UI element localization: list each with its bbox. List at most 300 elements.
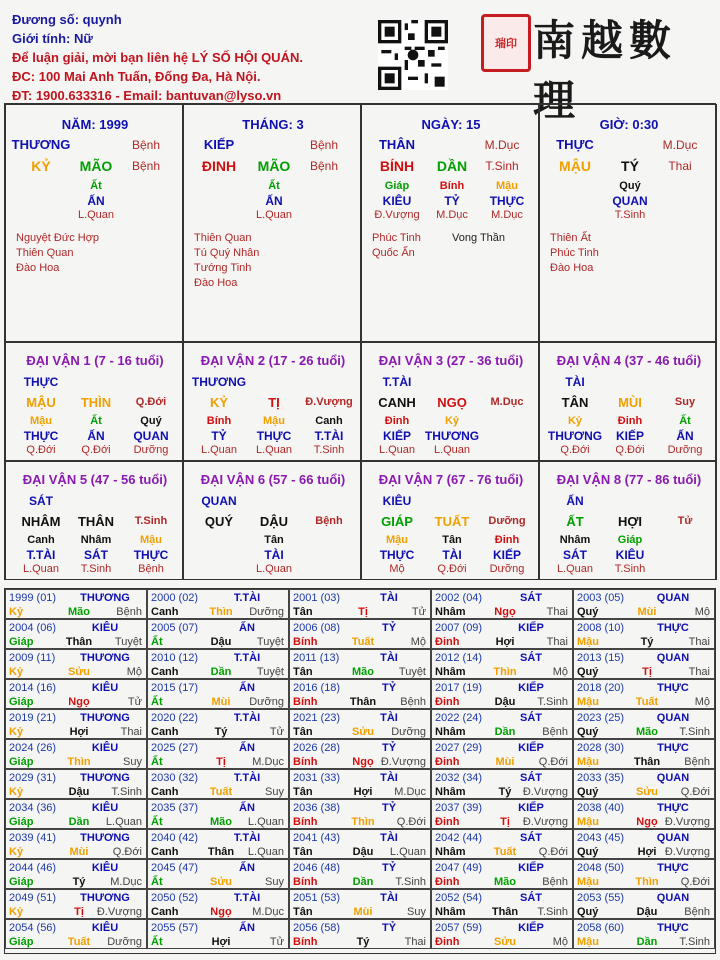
year-cell[interactable]	[5, 709, 147, 739]
year-ts: Q.Đới	[680, 786, 710, 798]
year-cell[interactable]	[147, 709, 289, 739]
year-stem: Ất	[151, 756, 163, 768]
year-ts: Q.Đới	[538, 846, 568, 858]
hidden-ts: Q.Đới	[437, 563, 467, 575]
year-stem: Mậu	[577, 756, 599, 768]
year-cell[interactable]	[289, 919, 431, 949]
year-branch: Ngọ	[494, 606, 516, 618]
hidden-star: KIẾP	[382, 429, 411, 443]
dai-van-stem: TÂN	[561, 395, 589, 410]
year-cell[interactable]	[147, 649, 289, 679]
year-cell[interactable]	[5, 769, 147, 799]
special-star: Phúc Tinh	[372, 232, 421, 244]
year-label: 2001 (03)	[293, 592, 341, 604]
year-ts: Q.Đới	[112, 846, 142, 858]
dai-van-stem: NHÂM	[21, 514, 61, 529]
hidden-ts: T.Sinh	[313, 444, 345, 456]
year-label: 2003 (05)	[577, 592, 625, 604]
year-label: 2044 (46)	[9, 862, 57, 874]
hidden-star: KIẾP	[615, 429, 644, 443]
pillar-branch-ts: Thai	[668, 159, 692, 173]
year-label: 2016 (18)	[293, 682, 341, 694]
year-label: 2008 (10)	[577, 622, 625, 634]
year-ts: Đ.Vượng	[522, 786, 568, 798]
pillar-star-ts: M.Dục	[484, 138, 520, 152]
year-star: QUAN	[656, 772, 690, 784]
special-star: Thiên Quan	[16, 247, 74, 259]
year-ts: Dưỡng	[391, 726, 426, 738]
hidden-star: KIÊU	[615, 548, 645, 562]
hidden-stem: Mậu	[140, 534, 162, 546]
year-branch: Sửu	[351, 726, 375, 738]
year-cell[interactable]	[573, 589, 715, 619]
hidden-star: SÁT	[563, 548, 587, 562]
year-branch: Thìn	[67, 756, 91, 768]
year-stem: Đinh	[435, 936, 460, 948]
year-cell[interactable]	[431, 919, 573, 949]
year-stem: Canh	[151, 846, 179, 858]
year-star: KIẾP	[518, 862, 544, 874]
year-branch: Dần	[68, 816, 90, 828]
year-ts: Thai	[120, 726, 142, 738]
year-ts: Suy	[123, 756, 142, 768]
year-cell[interactable]	[5, 739, 147, 769]
year-star: ẤN	[239, 682, 255, 694]
year-star: KIÊU	[91, 742, 119, 754]
year-label: 2024 (26)	[9, 742, 57, 754]
hidden-ts: Q.Đới	[81, 444, 111, 456]
year-cell[interactable]	[431, 799, 573, 829]
dai-van-branch: NGỌ	[437, 395, 467, 410]
year-stem: Nhâm	[435, 846, 466, 858]
dai-van-cell[interactable]	[361, 342, 539, 461]
year-label: 2030 (32)	[151, 772, 199, 784]
year-ts: Dưỡng	[249, 606, 284, 618]
year-stem: Quý	[577, 846, 599, 858]
hidden-ts: Mộ	[389, 563, 405, 575]
year-branch: Hợi	[353, 786, 373, 798]
year-cell[interactable]	[289, 769, 431, 799]
year-label: 2020 (22)	[151, 712, 199, 724]
dai-van-branch: THÂN	[77, 514, 115, 529]
year-cell[interactable]	[573, 679, 715, 709]
year-branch: Sửu	[493, 936, 517, 948]
hidden-stem: Đinh	[494, 534, 520, 546]
year-cell[interactable]	[431, 649, 573, 679]
year-cell[interactable]	[573, 739, 715, 769]
year-stem: Mậu	[577, 936, 599, 948]
pillar-title: THÁNG: 3	[242, 117, 304, 132]
year-branch: Thân	[349, 696, 377, 708]
year-cell[interactable]	[431, 859, 573, 889]
year-cell[interactable]	[147, 769, 289, 799]
hidden-ts: Q.Đới	[560, 444, 590, 456]
year-cell[interactable]	[289, 589, 431, 619]
year-cell[interactable]	[289, 649, 431, 679]
year-ts: Thai	[688, 636, 710, 648]
dai-van-cell[interactable]	[183, 461, 361, 580]
year-star: KIÊU	[91, 622, 119, 634]
year-ts: Dưỡng	[249, 696, 284, 708]
year-cell[interactable]	[289, 739, 431, 769]
dai-van-star: QUAN	[201, 494, 237, 508]
year-branch: Thìn	[209, 606, 233, 618]
hidden-star: THƯƠNG	[424, 429, 480, 443]
year-cell[interactable]	[573, 889, 715, 919]
pillar-branch: DẦN	[436, 158, 468, 174]
year-cell[interactable]	[431, 709, 573, 739]
hidden-ts: Dưỡng	[133, 444, 169, 456]
dai-van-branch: HỢI	[617, 514, 643, 529]
dai-van-cell[interactable]	[5, 342, 183, 461]
hidden-ts: T.Sinh	[614, 563, 646, 575]
year-label: 2027 (29)	[435, 742, 483, 754]
dai-van-branch-ts: Dưỡng	[488, 515, 526, 527]
dai-van-star: ẤN	[566, 494, 584, 508]
year-label: 2012 (14)	[435, 652, 483, 664]
pillar-stem: KỶ	[31, 158, 51, 174]
year-cell[interactable]	[573, 709, 715, 739]
hidden-stem: Kỷ	[567, 415, 583, 427]
year-stem: Mậu	[577, 696, 599, 708]
dai-van-branch-ts: T.Sinh	[134, 515, 168, 527]
hidden-star: THỰC	[133, 548, 169, 562]
year-branch: Thân	[633, 756, 661, 768]
year-stem: Tân	[293, 606, 313, 618]
year-label: 2037 (39)	[435, 802, 483, 814]
year-cell[interactable]	[573, 649, 715, 679]
hidden-star: THỰC	[23, 429, 59, 443]
year-cell[interactable]	[147, 619, 289, 649]
year-branch: Tý	[640, 636, 654, 648]
year-ts: Mộ	[552, 666, 568, 678]
year-cell[interactable]	[431, 739, 573, 769]
year-stem: Tân	[293, 726, 313, 738]
year-label: 2025 (27)	[151, 742, 199, 754]
year-cell[interactable]	[289, 859, 431, 889]
hidden-star: QUAN	[133, 429, 169, 443]
year-cell[interactable]	[431, 589, 573, 619]
year-star: SÁT	[520, 832, 542, 844]
hidden-stem: Ất	[679, 415, 691, 427]
year-ts: Suy	[407, 906, 426, 918]
pillar-star: THỰC	[556, 137, 594, 152]
year-cell[interactable]	[289, 709, 431, 739]
year-ts: M.Dục	[252, 906, 284, 918]
year-cell[interactable]	[431, 679, 573, 709]
hidden-stem: Nhâm	[80, 534, 112, 546]
hidden-ts: Q.Đới	[26, 444, 56, 456]
hidden-stem: Ất	[268, 180, 280, 192]
year-cell[interactable]	[289, 829, 431, 859]
year-cell[interactable]	[5, 619, 147, 649]
year-cell[interactable]	[431, 769, 573, 799]
hidden-ts: Dưỡng	[667, 444, 703, 456]
year-stem: Tân	[293, 846, 313, 858]
year-cell[interactable]	[147, 739, 289, 769]
year-stem: Nhâm	[435, 786, 466, 798]
dai-van-star: TÀI	[565, 375, 585, 389]
special-star: Tú Quý Nhân	[194, 247, 260, 259]
year-cell[interactable]	[147, 889, 289, 919]
year-star: THƯƠNG	[80, 652, 130, 664]
year-label: 2036 (38)	[293, 802, 341, 814]
year-cell[interactable]	[289, 619, 431, 649]
year-cell[interactable]	[573, 919, 715, 949]
year-cell[interactable]	[147, 589, 289, 619]
pillar-branch-ts: Bệnh	[131, 159, 161, 173]
qr-code[interactable]	[378, 20, 448, 90]
hidden-star: ẤN	[87, 429, 105, 443]
year-stem: Nhâm	[435, 906, 466, 918]
year-stem: Đinh	[435, 636, 460, 648]
year-cell[interactable]	[147, 799, 289, 829]
year-star: KIÊU	[91, 802, 119, 814]
year-cell[interactable]	[573, 799, 715, 829]
year-branch: Mùi	[211, 696, 231, 708]
year-label: 2055 (57)	[151, 922, 199, 934]
brand-logo: 南越數理	[533, 16, 678, 125]
year-stem: Canh	[151, 786, 179, 798]
dai-van-stem: MẬU	[26, 395, 56, 410]
year-label: 2000 (02)	[151, 592, 199, 604]
pillar-star-ts: Bệnh	[131, 138, 161, 152]
dai-van-branch-ts: Suy	[674, 396, 696, 408]
year-label: 1999 (01)	[9, 592, 57, 604]
year-label: 2048 (50)	[577, 862, 625, 874]
dai-van-cell[interactable]	[5, 461, 183, 580]
year-star: SÁT	[520, 712, 542, 724]
year-cell[interactable]	[5, 589, 147, 619]
year-branch: Sửu	[635, 786, 659, 798]
year-stem: Nhâm	[435, 666, 466, 678]
year-star: TỶ	[381, 802, 397, 814]
hidden-star: TỶ	[444, 194, 460, 208]
year-ts: Mộ	[126, 666, 142, 678]
hidden-stem: Giáp	[384, 180, 410, 192]
hidden-stem: Tân	[442, 534, 462, 546]
dai-van-branch: MÙI	[618, 395, 642, 410]
year-cell[interactable]	[289, 679, 431, 709]
year-star: ẤN	[239, 622, 255, 634]
year-cell[interactable]	[147, 679, 289, 709]
year-ts: L.Quan	[105, 816, 142, 828]
year-branch: Tị	[642, 666, 652, 678]
year-stem: Ất	[151, 936, 163, 948]
year-stem: Bính	[293, 756, 318, 768]
dai-van-branch-ts: Tử	[677, 515, 693, 527]
year-cell[interactable]	[5, 859, 147, 889]
year-ts: Suy	[265, 876, 284, 888]
dai-van-title: ĐẠI VẬN 5 (47 - 56 tuổi)	[22, 472, 168, 487]
year-star: T.TÀI	[233, 712, 261, 724]
year-branch: Tuất	[635, 696, 659, 708]
year-branch: Tuất	[351, 636, 375, 648]
year-label: 2047 (49)	[435, 862, 483, 874]
dai-van-branch-ts: Đ.Vượng	[305, 396, 353, 408]
dai-van-branch: DẬU	[259, 514, 289, 529]
year-ts: Mộ	[694, 696, 710, 708]
year-stem: Bính	[293, 936, 318, 948]
year-stem: Tân	[293, 786, 313, 798]
year-star: T.TÀI	[233, 772, 261, 784]
hidden-stem: Canh	[27, 534, 55, 546]
special-star: Quốc Ấn	[372, 247, 415, 259]
hidden-star: ẤN	[87, 194, 105, 208]
year-branch: Tuất	[67, 936, 91, 948]
year-branch: Thân	[65, 636, 93, 648]
year-star: THƯƠNG	[80, 892, 130, 904]
year-star: TÀI	[380, 652, 398, 664]
hidden-star: THỰC	[379, 548, 415, 562]
year-branch: Thìn	[635, 876, 659, 888]
year-stem: Quý	[577, 786, 599, 798]
year-label: 2057 (59)	[435, 922, 483, 934]
pillar-title: GIỜ: 0:30	[599, 117, 659, 132]
year-ts: Thai	[688, 666, 710, 678]
year-branch: Mão	[352, 666, 374, 678]
dai-van-cell[interactable]	[361, 461, 539, 580]
year-ts: Bệnh	[542, 726, 568, 738]
year-label: 2046 (48)	[293, 862, 341, 874]
year-label: 2028 (30)	[577, 742, 625, 754]
dai-van-cell[interactable]	[539, 461, 717, 580]
year-branch: Dần	[352, 876, 374, 888]
dai-van-cell[interactable]	[539, 342, 717, 461]
year-label: 2053 (55)	[577, 892, 625, 904]
year-star: THỰC	[657, 802, 689, 814]
year-cell[interactable]	[5, 889, 147, 919]
year-label: 2040 (42)	[151, 832, 199, 844]
dai-van-branch-ts: Q.Đới	[135, 396, 167, 408]
year-branch: Mùi	[353, 906, 373, 918]
year-star: QUAN	[656, 712, 690, 724]
year-label: 2042 (44)	[435, 832, 483, 844]
year-cell[interactable]	[5, 799, 147, 829]
special-star: Tướng Tinh	[194, 262, 252, 274]
year-cell[interactable]	[431, 619, 573, 649]
hidden-star: T.TÀI	[26, 548, 56, 562]
hidden-star: TỶ	[211, 429, 227, 443]
year-branch: Dậu	[352, 846, 374, 858]
year-ts: Tử	[127, 696, 142, 708]
hidden-ts: L.Quan	[255, 563, 293, 575]
dai-van-branch-ts: M.Dục	[490, 396, 524, 408]
year-ts: Bệnh	[542, 876, 568, 888]
year-ts: L.Quan	[247, 846, 284, 858]
hidden-ts: Q.Đới	[615, 444, 645, 456]
year-star: KIẾP	[518, 922, 544, 934]
year-branch: Ngọ	[68, 696, 90, 708]
dai-van-title: ĐẠI VẬN 2 (17 - 26 tuổi)	[200, 353, 346, 368]
year-branch: Ngọ	[210, 906, 232, 918]
year-star: THỰC	[657, 922, 689, 934]
seal-text: 瑞印	[495, 37, 517, 50]
year-branch: Hợi	[495, 636, 515, 648]
year-stem: Ất	[151, 696, 163, 708]
dai-van-branch: TUẤT	[434, 514, 470, 529]
year-cell[interactable]	[5, 919, 147, 949]
year-label: 2011 (13)	[293, 652, 340, 664]
year-cell[interactable]	[573, 829, 715, 859]
year-cell[interactable]	[147, 859, 289, 889]
year-cell[interactable]	[573, 769, 715, 799]
year-ts: Suy	[265, 786, 284, 798]
gender: Giới tính: Nữ	[12, 31, 93, 46]
year-ts: Bệnh	[684, 756, 710, 768]
year-label: 2038 (40)	[577, 802, 625, 814]
dai-van-stem: KỶ	[209, 395, 229, 410]
year-cell[interactable]	[5, 829, 147, 859]
dai-van-cell[interactable]	[183, 342, 361, 461]
pillar-stem: MẬU	[559, 158, 591, 174]
year-label: 2056 (58)	[293, 922, 341, 934]
pillar-star: KIẾP	[203, 137, 235, 152]
year-star: TỶ	[381, 862, 397, 874]
year-star: KIÊU	[91, 682, 119, 694]
year-star: SÁT	[520, 592, 542, 604]
year-cell[interactable]	[147, 919, 289, 949]
year-branch: Ngọ	[352, 756, 374, 768]
hidden-star: TÀI	[442, 548, 462, 562]
year-cell[interactable]	[431, 889, 573, 919]
hidden-stem: Bính	[206, 415, 232, 427]
year-cell[interactable]	[431, 829, 573, 859]
year-cell[interactable]	[5, 649, 147, 679]
year-star: THƯƠNG	[80, 832, 130, 844]
year-label: 2007 (09)	[435, 622, 483, 634]
year-star: TỶ	[381, 742, 397, 754]
dai-van-title: ĐẠI VẬN 4 (37 - 46 tuổi)	[556, 353, 702, 368]
year-cell[interactable]	[289, 799, 431, 829]
year-label: 2026 (28)	[293, 742, 341, 754]
year-ts: Q.Đới	[680, 876, 710, 888]
year-ts: Q.Đới	[538, 756, 568, 768]
year-branch: Hợi	[637, 846, 657, 858]
year-cell[interactable]	[5, 679, 147, 709]
year-stem: Đinh	[435, 696, 460, 708]
year-branch: Dậu	[210, 636, 232, 648]
year-ts: Bệnh	[684, 906, 710, 918]
year-stem: Quý	[577, 666, 599, 678]
year-stem: Nhâm	[435, 726, 466, 738]
year-label: 2039 (41)	[9, 832, 57, 844]
year-star: SÁT	[520, 892, 542, 904]
pillar-cell	[5, 104, 183, 342]
hidden-ts: L.Quan	[378, 444, 416, 456]
year-star: THỰC	[657, 862, 689, 874]
hidden-ts: L.Quan	[255, 444, 293, 456]
year-cell[interactable]	[147, 829, 289, 859]
year-cell[interactable]	[573, 859, 715, 889]
year-branch: Thân	[491, 906, 519, 918]
year-cell[interactable]	[289, 889, 431, 919]
year-label: 2023 (25)	[577, 712, 625, 724]
year-star: T.TÀI	[233, 652, 261, 664]
year-ts: T.Sinh	[537, 906, 568, 918]
year-label: 2005 (07)	[151, 622, 199, 634]
pillar-branch: MÃO	[257, 158, 291, 174]
year-cell[interactable]	[573, 619, 715, 649]
year-label: 2013 (15)	[577, 652, 625, 664]
pillar-title: NĂM: 1999	[61, 117, 129, 132]
year-label: 2015 (17)	[151, 682, 199, 694]
year-star: TÀI	[380, 772, 398, 784]
dai-van-branch-ts: Bệnh	[315, 515, 343, 527]
hidden-stem: Đinh	[384, 415, 410, 427]
year-label: 2034 (36)	[9, 802, 57, 814]
year-stem: Nhâm	[435, 606, 466, 618]
